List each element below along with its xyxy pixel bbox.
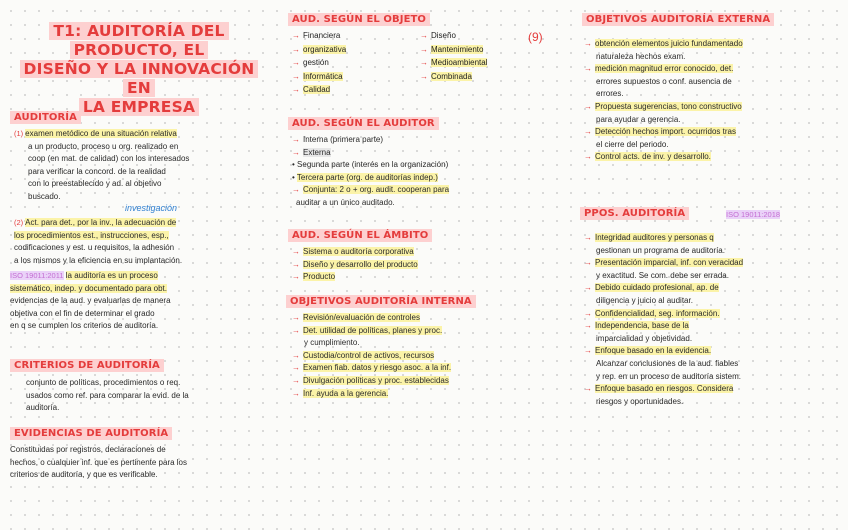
- list-item: → Sistema o auditoría corporativa: [292, 247, 414, 256]
- list-item: → gestión: [292, 58, 329, 68]
- red-arrow-icon: →: [420, 58, 428, 68]
- red-arrow-icon: →: [420, 31, 428, 40]
- list-item: → Custodia/control de activos, recursos: [292, 350, 435, 360]
- list-item: → Independencia, base de la: [584, 321, 689, 331]
- title-line-1: T1: AUDITORÍA DEL PRODUCTO, EL: [49, 22, 228, 59]
- list-item: → Debido cuidado profesional, ap. de: [584, 283, 719, 293]
- red-arrow-icon: →: [292, 259, 300, 269]
- list-item: → Inf. ayuda a la gerencia.: [292, 388, 389, 398]
- red-arrow-icon: →: [292, 388, 300, 398]
- list-item: → Financiera: [292, 31, 341, 40]
- list-item: → Medioambiental: [420, 58, 488, 68]
- title-line-3: LA EMPRESA: [79, 98, 199, 116]
- list-item: • Tercera parte (org. de auditorías indep.): [292, 172, 438, 182]
- obj-interna-heading: OBJETIVOS AUDITORÍA INTERNA: [286, 296, 476, 307]
- list-item: → Informática: [292, 71, 343, 81]
- list-item: → medición magnitud error conocido, det.: [584, 64, 734, 74]
- obj-externa-heading: OBJETIVOS AUDITORÍA EXTERNA: [582, 14, 774, 25]
- red-arrow-icon: →: [584, 321, 592, 331]
- red-arrow-icon: →: [584, 39, 592, 48]
- red-arrow-icon: →: [420, 71, 428, 81]
- ambito-heading: AUD. SEGÚN EL ÁMBITO: [288, 230, 432, 241]
- red-arrow-icon: →: [584, 127, 592, 137]
- list-item: → Integridad auditores y personas q: [584, 233, 714, 242]
- list-item: → obtención elementos juicio fundamentado: [584, 39, 743, 48]
- auditoria-definition-1: (1) examen metódico de una situación relativa a un producto, proceso u org. realizado en coop (en mat. de calidad) con los interesados para verificar la concord. de la realidad con lo preestablecido y ad. al objetivo buscado.: [14, 129, 190, 201]
- red-arrow-icon: →: [292, 44, 300, 54]
- list-item: → Divulgación políticas y proc. establecidas: [292, 375, 449, 385]
- red-arrow-icon: →: [292, 375, 300, 385]
- title-line-2: DISEÑO Y LA INNOVACIÓN EN: [20, 60, 259, 97]
- red-arrow-icon: →: [584, 233, 592, 242]
- obj-externa-list: → obtención elementos juicio fundamentado naturaleza hechos exam. → medición magnitud error conocido, det. errores supuestos o conf. ausencia de errores. → Propuesta sugerencias, tono constructivo para ayudar a gerencia. → Detección hechos import. ocurridos tras el cierre del periodo. → Control acts. de inv. y desarrollo.: [584, 38, 846, 164]
- red-arrow-icon: →: [420, 44, 428, 54]
- red-arrow-icon: →: [584, 258, 592, 268]
- red-arrow-icon: →: [584, 64, 592, 74]
- list-item: → Confidencialidad, seg. información.: [584, 308, 720, 318]
- list-item: → Propuesta sugerencias, tono constructivo: [584, 101, 742, 111]
- red-arrow-icon: →: [292, 135, 300, 144]
- pposs-list: → Integridad auditores y personas q gestionan un programa de auditoría. → Presentación imparcial, inf. con veracidad y exactitud. Se com. debe ser errada. → Debido cuidado profesional, ap. de diligencia y juicio al auditar. → Confidencialidad, seg. información. → Independencia, base de la imparcialidad y objetividad. → Enfoque basado en la evidencia. Alcanzar conclusiones de la aud. fiables y rep. en un proceso de auditoría sistem. → Enfoque basado en riesgos. Considera riesgos y oportunidades.: [584, 232, 846, 408]
- obj-interna-list: → Revisión/evaluación de controles → Det. utilidad de políticas, planes y proc. y cumplimiento. → Custodia/control de activos, recursos → Examen fiab. datos y riesgo asoc. a la inf. → Divulgación políticas y proc. establecidas → Inf. ayuda a la gerencia.: [292, 312, 570, 400]
- auditoria-heading: AUDITORÍA: [10, 112, 81, 123]
- investigacion-annotation: investigación: [125, 203, 178, 213]
- red-arrow-icon: →: [292, 185, 300, 195]
- list-item: → organizativa: [292, 44, 347, 54]
- red-arrow-icon: →: [584, 346, 592, 356]
- red-arrow-icon: →: [292, 247, 300, 256]
- red-arrow-icon: →: [584, 283, 592, 293]
- list-item: → Presentación imparcial, inf. con veracidad: [584, 258, 744, 268]
- iso-2011-badge: ISO 19011:2011: [10, 271, 64, 280]
- auditoria-definition-iso: ISO 19011:2011 la auditoría es un proceso sistemático, indep. y documentado para obt. evidencias de la aud. y evaluarlas de manera objetiva con el fin de determinar el grado en q se cumplen los criterios de auditoría.: [10, 271, 171, 331]
- red-arrow-icon: →: [584, 101, 592, 111]
- criterios-heading: CRITERIOS DE AUDITORÍA: [10, 360, 164, 371]
- auditor-list: → Interna (primera parte) → Externa • Segunda parte (interés en la organización) • Tercera parte (org. de auditorías indep.) → Conjunta: 2 o + org. audit. cooperan para auditar a un único auditado.: [292, 134, 570, 210]
- objeto-count-mark: (9): [528, 30, 543, 44]
- list-item: → Enfoque basado en riesgos. Considera: [584, 384, 734, 394]
- objeto-list: [292, 30, 540, 97]
- red-arrow-icon: →: [292, 363, 300, 373]
- red-arrow-icon: →: [292, 58, 300, 68]
- list-item: → Conjunta: 2 o + org. audit. cooperan para: [292, 185, 450, 195]
- list-item: → Revisión/evaluación de controles: [292, 313, 420, 322]
- list-item: → Mantenimiento: [420, 44, 484, 54]
- evidencias-heading: EVIDENCIAS DE AUDITORÍA: [10, 428, 172, 439]
- list-item: • Segunda parte (interés en la organización): [292, 160, 449, 170]
- list-item: → Enfoque basado en la evidencia.: [584, 346, 712, 356]
- red-arrow-icon: →: [292, 272, 300, 282]
- list-item: → Control acts. de inv. y desarrollo.: [584, 152, 711, 162]
- red-arrow-icon: →: [584, 384, 592, 394]
- list-item: → Calidad: [292, 85, 331, 95]
- red-arrow-icon: →: [584, 308, 592, 318]
- auditoria-definition-2: (2) Act. para det., por la inv., la adecuación de los procedimientos est., instrucciones, esp., codificaciones y est. u requisitos, la adhesión a los mismos y la eficiencia en su implantación.: [14, 218, 183, 265]
- red-arrow-icon: →: [292, 31, 300, 40]
- page-title: [14, 22, 264, 117]
- list-item: → Diseño: [420, 31, 456, 40]
- auditor-heading: AUD. SEGÚN EL AUDITOR: [288, 118, 439, 129]
- red-arrow-icon: →: [292, 325, 300, 335]
- list-item: → Detección hechos import. ocurridos tras: [584, 127, 736, 137]
- ambito-list: [292, 246, 570, 284]
- red-arrow-icon: →: [292, 147, 300, 157]
- pposs-heading: PPOS. AUDITORÍA: [580, 208, 689, 219]
- list-item: → Combinada: [420, 71, 472, 81]
- iso-2018-badge: ISO 19011:2018: [726, 210, 781, 219]
- red-arrow-icon: →: [292, 313, 300, 322]
- list-item: → Det. utilidad de políticas, planes y proc.: [292, 325, 443, 335]
- list-item: → Externa: [292, 147, 331, 157]
- red-arrow-icon: →: [292, 71, 300, 81]
- red-arrow-icon: →: [292, 85, 300, 95]
- red-arrow-icon: →: [584, 152, 592, 162]
- list-item: → Producto: [292, 272, 336, 282]
- list-item: → Examen fiab. datos y riesgo asoc. a la inf.: [292, 363, 452, 373]
- list-item: → Diseño y desarrollo del producto: [292, 259, 418, 269]
- objeto-heading: AUD. SEGÚN EL OBJETO: [288, 14, 430, 25]
- list-item: → Interna (primera parte): [292, 135, 384, 144]
- criterios-text: conjunto de políticas, procedimientos o req. usados como ref. para comparar la evid. de la auditoría.: [26, 378, 189, 413]
- evidencias-text: Constituidas por registros, declaraciones de hechos, o cualquier inf. que es pertinente para los criterios de auditoría, y que es verificable.: [10, 445, 188, 480]
- red-arrow-icon: →: [292, 350, 300, 360]
